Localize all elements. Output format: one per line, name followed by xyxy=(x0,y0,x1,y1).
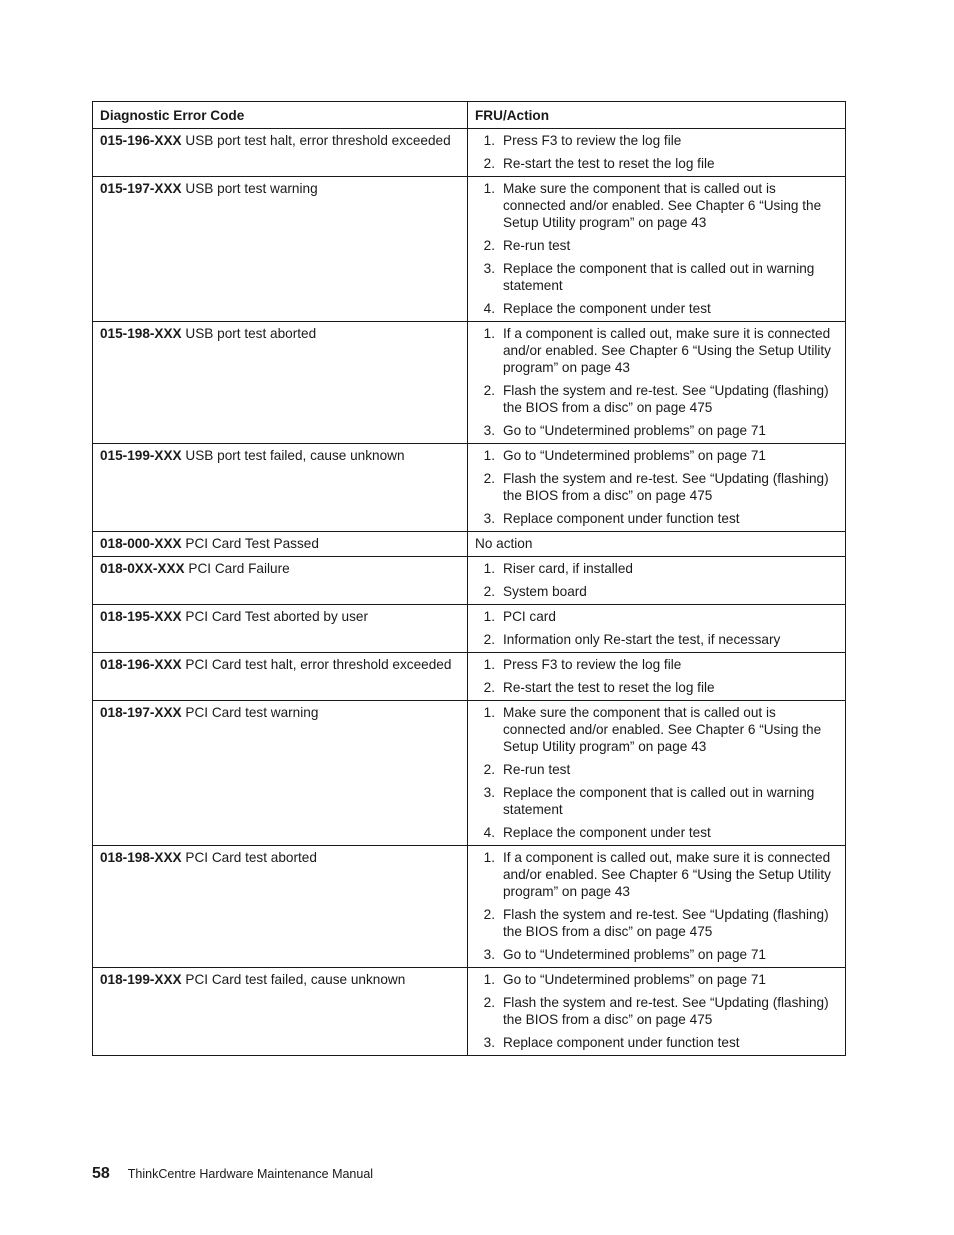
error-code: 018-195-XXX xyxy=(100,609,182,624)
step-number: 2. xyxy=(483,156,495,171)
page-number: 58 xyxy=(92,1165,110,1182)
step-text: Press F3 to review the log file xyxy=(503,133,682,148)
table-row xyxy=(93,968,846,1056)
fru-action-cell xyxy=(468,605,846,653)
step-number: 2. xyxy=(483,995,495,1010)
step-number: 3. xyxy=(483,1035,495,1050)
error-code-cell xyxy=(93,701,468,846)
step-number: 1. xyxy=(483,705,495,720)
fru-action-cell xyxy=(468,846,846,968)
step-text: Flash the system and re-test. See “Updating (flashing) the BIOS from a disc” on page 475 xyxy=(503,471,829,503)
page-footer xyxy=(92,1165,373,1183)
action-step xyxy=(475,906,838,940)
step-text: Go to “Undetermined problems” on page 71 xyxy=(503,448,766,463)
step-text: Replace the component under test xyxy=(503,825,711,840)
action-text: No action xyxy=(475,536,533,551)
step-number: 4. xyxy=(483,301,495,316)
error-code-cell xyxy=(93,653,468,701)
error-code: 015-198-XXX xyxy=(100,326,182,341)
action-step xyxy=(475,679,838,696)
header-diagnostic-error-code: Diagnostic Error Code xyxy=(93,102,468,129)
table-row xyxy=(93,532,846,557)
step-number: 2. xyxy=(483,632,495,647)
action-steps xyxy=(475,849,838,963)
error-description: USB port test warning xyxy=(185,181,318,196)
error-description: USB port test halt, error threshold exceeded xyxy=(185,133,451,148)
action-step xyxy=(475,583,838,600)
error-code-cell xyxy=(93,322,468,444)
step-text: Flash the system and re-test. See “Updating (flashing) the BIOS from a disc” on page 475 xyxy=(503,907,829,939)
step-number: 2. xyxy=(483,383,495,398)
error-code-cell xyxy=(93,557,468,605)
manual-title: ThinkCentre Hardware Maintenance Manual xyxy=(127,1167,374,1181)
step-number: 2. xyxy=(483,762,495,777)
diagnostic-error-table xyxy=(92,101,846,1056)
error-description: USB port test aborted xyxy=(185,326,317,341)
error-code-cell xyxy=(93,968,468,1056)
step-number: 2. xyxy=(483,471,495,486)
step-text: Go to “Undetermined problems” on page 71 xyxy=(503,972,766,987)
error-description: PCI Card Test aborted by user xyxy=(185,609,369,624)
error-code: 018-0XX-XXX xyxy=(100,561,185,576)
step-number: 3. xyxy=(483,785,495,800)
step-text: Replace component under function test xyxy=(503,511,740,526)
error-code-cell xyxy=(93,444,468,532)
action-step xyxy=(475,824,838,841)
header-fru-action: FRU/Action xyxy=(468,102,846,129)
action-steps xyxy=(475,132,838,172)
error-description: PCI Card Failure xyxy=(188,561,290,576)
action-step xyxy=(475,447,838,464)
table-row xyxy=(93,322,846,444)
action-step xyxy=(475,470,838,504)
action-steps xyxy=(475,704,838,841)
action-step xyxy=(475,382,838,416)
action-step xyxy=(475,946,838,963)
step-number: 2. xyxy=(483,238,495,253)
step-text: System board xyxy=(503,584,587,599)
step-text: PCI card xyxy=(503,609,556,624)
step-text: Information only Re-start the test, if necessary xyxy=(503,632,781,647)
table-row xyxy=(93,129,846,177)
fru-action-cell xyxy=(468,701,846,846)
error-code: 018-196-XXX xyxy=(100,657,182,672)
action-step xyxy=(475,704,838,755)
step-text: Replace the component that is called out in warning statement xyxy=(503,785,815,817)
step-number: 1. xyxy=(483,326,495,341)
fru-action-cell xyxy=(468,444,846,532)
step-number: 1. xyxy=(483,657,495,672)
error-code-cell xyxy=(93,532,468,557)
action-step xyxy=(475,260,838,294)
error-code-cell xyxy=(93,129,468,177)
fru-action-cell xyxy=(468,557,846,605)
table-row xyxy=(93,605,846,653)
step-text: Make sure the component that is called out is connected and/or enabled. See Chapter 6 “Using the Setup Utility program” on page 43 xyxy=(503,705,822,754)
action-step xyxy=(475,849,838,900)
action-step xyxy=(475,784,838,818)
action-step xyxy=(475,761,838,778)
table-row xyxy=(93,846,846,968)
action-step xyxy=(475,994,838,1028)
step-text: Re-start the test to reset the log file xyxy=(503,156,715,171)
action-step xyxy=(475,971,838,988)
error-code: 018-197-XXX xyxy=(100,705,182,720)
action-step xyxy=(475,510,838,527)
step-text: Flash the system and re-test. See “Updating (flashing) the BIOS from a disc” on page 475 xyxy=(503,383,829,415)
error-code: 015-199-XXX xyxy=(100,448,182,463)
error-code: 018-198-XXX xyxy=(100,850,182,865)
step-number: 1. xyxy=(483,448,495,463)
table-header-row xyxy=(93,102,846,129)
error-description: PCI Card test warning xyxy=(185,705,319,720)
step-text: Go to “Undetermined problems” on page 71 xyxy=(503,423,766,438)
error-code: 015-196-XXX xyxy=(100,133,182,148)
step-number: 1. xyxy=(483,850,495,865)
step-number: 1. xyxy=(483,972,495,987)
step-number: 3. xyxy=(483,261,495,276)
error-description: PCI Card Test Passed xyxy=(185,536,319,551)
action-steps xyxy=(475,608,838,648)
fru-action-cell xyxy=(468,177,846,322)
step-number: 3. xyxy=(483,947,495,962)
step-number: 1. xyxy=(483,609,495,624)
action-steps xyxy=(475,447,838,527)
action-step xyxy=(475,300,838,317)
action-step xyxy=(475,631,838,648)
table-row xyxy=(93,177,846,322)
action-steps xyxy=(475,560,838,600)
action-step xyxy=(475,608,838,625)
step-text: If a component is called out, make sure it is connected and/or enabled. See Chapter 6 “Using the Setup Utility program” on page 43 xyxy=(503,326,831,375)
step-number: 3. xyxy=(483,423,495,438)
step-text: Riser card, if installed xyxy=(503,561,633,576)
step-text: Make sure the component that is called out is connected and/or enabled. See Chapter 6 “Using the Setup Utility program” on page 43 xyxy=(503,181,822,230)
step-text: Replace component under function test xyxy=(503,1035,740,1050)
step-number: 4. xyxy=(483,825,495,840)
step-text: Re-run test xyxy=(503,762,571,777)
step-text: Replace the component that is called out in warning statement xyxy=(503,261,815,293)
error-description: PCI Card test halt, error threshold exceeded xyxy=(185,657,452,672)
step-number: 2. xyxy=(483,680,495,695)
table-row xyxy=(93,444,846,532)
error-description: PCI Card test failed, cause unknown xyxy=(185,972,406,987)
step-number: 1. xyxy=(483,561,495,576)
action-step xyxy=(475,180,838,231)
step-number: 2. xyxy=(483,907,495,922)
action-steps xyxy=(475,971,838,1051)
action-step xyxy=(475,1034,838,1051)
fru-action-cell xyxy=(468,968,846,1056)
error-code-cell xyxy=(93,177,468,322)
step-number: 2. xyxy=(483,584,495,599)
step-number: 1. xyxy=(483,133,495,148)
action-step xyxy=(475,656,838,673)
action-steps xyxy=(475,656,838,696)
step-text: Replace the component under test xyxy=(503,301,711,316)
action-step xyxy=(475,155,838,172)
error-description: PCI Card test aborted xyxy=(185,850,317,865)
error-code: 018-199-XXX xyxy=(100,972,182,987)
error-code: 018-000-XXX xyxy=(100,536,182,551)
action-steps xyxy=(475,325,838,439)
error-code-cell xyxy=(93,846,468,968)
action-step xyxy=(475,325,838,376)
step-text: Re-run test xyxy=(503,238,571,253)
action-step xyxy=(475,560,838,577)
table-body xyxy=(93,129,846,1056)
step-text: Flash the system and re-test. See “Updating (flashing) the BIOS from a disc” on page 475 xyxy=(503,995,829,1027)
step-text: Go to “Undetermined problems” on page 71 xyxy=(503,947,766,962)
step-text: If a component is called out, make sure it is connected and/or enabled. See Chapter 6 “Using the Setup Utility program” on page 43 xyxy=(503,850,831,899)
error-description: USB port test failed, cause unknown xyxy=(185,448,405,463)
action-step xyxy=(475,422,838,439)
fru-action-cell xyxy=(468,532,846,557)
table-row xyxy=(93,701,846,846)
action-step xyxy=(475,132,838,149)
table-row xyxy=(93,653,846,701)
action-step xyxy=(475,237,838,254)
action-steps xyxy=(475,180,838,317)
step-text: Re-start the test to reset the log file xyxy=(503,680,715,695)
step-number: 1. xyxy=(483,181,495,196)
table-row xyxy=(93,557,846,605)
error-code-cell xyxy=(93,605,468,653)
step-text: Press F3 to review the log file xyxy=(503,657,682,672)
error-code: 015-197-XXX xyxy=(100,181,182,196)
fru-action-cell xyxy=(468,322,846,444)
fru-action-cell xyxy=(468,653,846,701)
step-number: 3. xyxy=(483,511,495,526)
fru-action-cell xyxy=(468,129,846,177)
